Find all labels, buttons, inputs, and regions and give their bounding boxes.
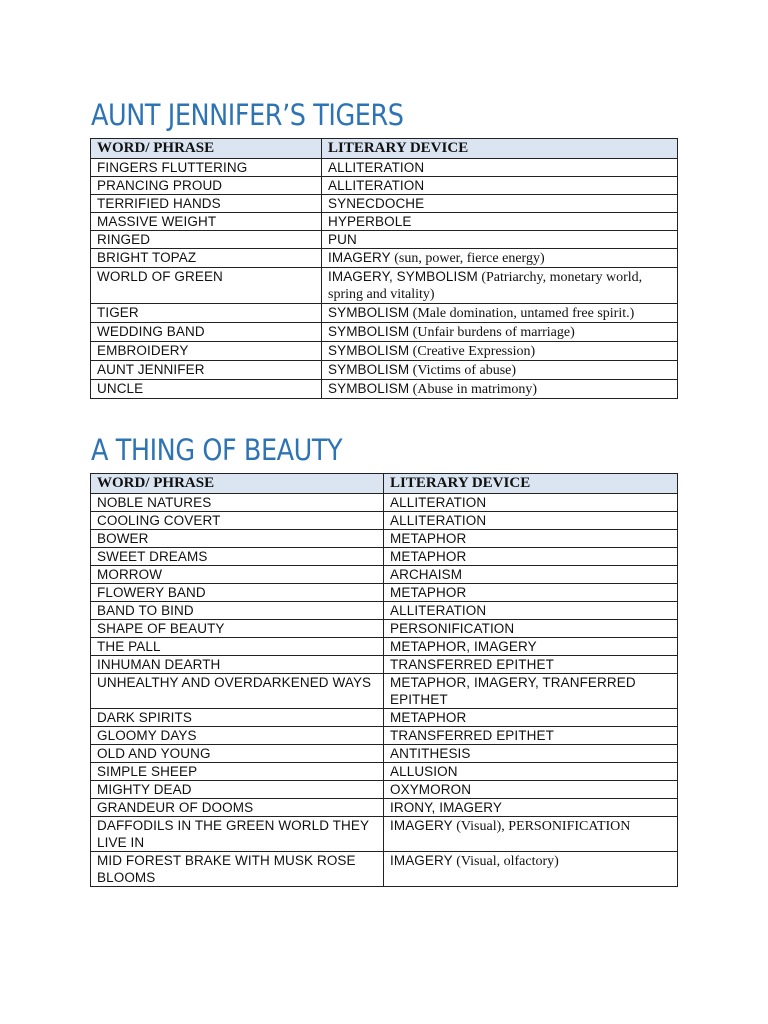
table-row <box>91 763 678 781</box>
word-phrase-cell: TERRIFIED HANDS <box>91 195 322 213</box>
table-row <box>91 213 678 231</box>
table-row <box>91 727 678 745</box>
table-row <box>91 638 678 656</box>
table-row <box>91 268 678 304</box>
table-row <box>91 304 678 323</box>
literary-device-cell: ALLITERATION <box>384 512 678 530</box>
table-row <box>91 566 678 584</box>
literary-device-cell: METAPHOR <box>384 584 678 602</box>
literary-device-cell: SYMBOLISM (Unfair burdens of marriage) <box>322 323 678 342</box>
table-header-row <box>91 474 678 494</box>
table-row <box>91 361 678 380</box>
table-row <box>91 656 678 674</box>
literary-device-cell: METAPHOR <box>384 709 678 727</box>
word-phrase-cell: DAFFODILS IN THE GREEN WORLD THEY LIVE IN <box>91 817 384 852</box>
section-title-a-thing-of-beauty: A THING OF BEAUTY <box>91 433 343 467</box>
literary-device-cell: ALLITERATION <box>384 602 678 620</box>
literary-device-cell: IRONY, IMAGERY <box>384 799 678 817</box>
table-row <box>91 530 678 548</box>
literary-device-cell: ARCHAISM <box>384 566 678 584</box>
word-phrase-cell: FLOWERY BAND <box>91 584 384 602</box>
literary-device-cell: PERSONIFICATION <box>384 620 678 638</box>
word-phrase-cell: SHAPE OF BEAUTY <box>91 620 384 638</box>
literary-device-cell: PUN <box>322 231 678 249</box>
table-row <box>91 709 678 727</box>
word-phrase-cell: BOWER <box>91 530 384 548</box>
table-row <box>91 159 678 177</box>
literary-device-cell: ALLITERATION <box>322 159 678 177</box>
word-phrase-cell: NOBLE NATURES <box>91 494 384 512</box>
table-row <box>91 195 678 213</box>
table-row <box>91 323 678 342</box>
section-title-aunt-jennifers-tigers: AUNT JENNIFER’S TIGERS <box>91 98 404 132</box>
literary-device-cell: IMAGERY (Visual, olfactory) <box>384 852 678 887</box>
literary-device-cell: METAPHOR, IMAGERY <box>384 638 678 656</box>
table-row <box>91 799 678 817</box>
header-literary-device: LITERARY DEVICE <box>322 139 678 159</box>
word-phrase-cell: MASSIVE WEIGHT <box>91 213 322 231</box>
table-row <box>91 781 678 799</box>
word-phrase-cell: MORROW <box>91 566 384 584</box>
table-row <box>91 249 678 268</box>
literary-device-cell: ALLITERATION <box>322 177 678 195</box>
word-phrase-cell: DARK SPIRITS <box>91 709 384 727</box>
table-body <box>91 494 678 887</box>
table-row <box>91 177 678 195</box>
table-row <box>91 494 678 512</box>
literary-device-cell: IMAGERY (sun, power, fierce energy) <box>322 249 678 268</box>
word-phrase-cell: WORLD OF GREEN <box>91 268 322 304</box>
literary-device-cell: ALLUSION <box>384 763 678 781</box>
table-row <box>91 548 678 566</box>
table-row <box>91 852 678 887</box>
word-phrase-cell: INHUMAN DEARTH <box>91 656 384 674</box>
literary-device-cell: ALLITERATION <box>384 494 678 512</box>
word-phrase-cell: UNHEALTHY AND OVERDARKENED WAYS <box>91 674 384 709</box>
word-phrase-cell: GRANDEUR OF DOOMS <box>91 799 384 817</box>
literary-device-cell: METAPHOR, IMAGERY, TRANFERRED EPITHET <box>384 674 678 709</box>
literary-device-cell: METAPHOR <box>384 530 678 548</box>
literary-device-cell: IMAGERY, SYMBOLISM (Patriarchy, monetary world, spring and vitality) <box>322 268 678 304</box>
word-phrase-cell: WEDDING BAND <box>91 323 322 342</box>
table-row <box>91 342 678 361</box>
word-phrase-cell: BRIGHT TOPAZ <box>91 249 322 268</box>
literary-device-cell: OXYMORON <box>384 781 678 799</box>
literary-device-cell: SYNECDOCHE <box>322 195 678 213</box>
header-word-phrase: WORD/ PHRASE <box>91 474 384 494</box>
literary-devices-table-aunt-jennifers-tigers <box>90 138 678 399</box>
word-phrase-cell: BAND TO BIND <box>91 602 384 620</box>
table-row <box>91 745 678 763</box>
literary-device-cell: SYMBOLISM (Victims of abuse) <box>322 361 678 380</box>
word-phrase-cell: MID FOREST BRAKE WITH MUSK ROSE BLOOMS <box>91 852 384 887</box>
literary-device-cell: SYMBOLISM (Male domination, untamed free spirit.) <box>322 304 678 323</box>
word-phrase-cell: SWEET DREAMS <box>91 548 384 566</box>
literary-device-cell: TRANSFERRED EPITHET <box>384 656 678 674</box>
word-phrase-cell: OLD AND YOUNG <box>91 745 384 763</box>
word-phrase-cell: RINGED <box>91 231 322 249</box>
table-row <box>91 674 678 709</box>
literary-device-cell: SYMBOLISM (Abuse in matrimony) <box>322 380 678 399</box>
table-row <box>91 620 678 638</box>
word-phrase-cell: GLOOMY DAYS <box>91 727 384 745</box>
literary-device-cell: IMAGERY (Visual), PERSONIFICATION <box>384 817 678 852</box>
word-phrase-cell: AUNT JENNIFER <box>91 361 322 380</box>
literary-device-cell: HYPERBOLE <box>322 213 678 231</box>
table-row <box>91 584 678 602</box>
table-header-row <box>91 139 678 159</box>
word-phrase-cell: UNCLE <box>91 380 322 399</box>
word-phrase-cell: TIGER <box>91 304 322 323</box>
word-phrase-cell: PRANCING PROUD <box>91 177 322 195</box>
word-phrase-cell: FINGERS FLUTTERING <box>91 159 322 177</box>
literary-device-cell: TRANSFERRED EPITHET <box>384 727 678 745</box>
header-literary-device: LITERARY DEVICE <box>384 474 678 494</box>
literary-device-cell: ANTITHESIS <box>384 745 678 763</box>
table-body <box>91 159 678 399</box>
word-phrase-cell: MIGHTY DEAD <box>91 781 384 799</box>
table-row <box>91 380 678 399</box>
table-row <box>91 231 678 249</box>
header-word-phrase: WORD/ PHRASE <box>91 139 322 159</box>
literary-devices-table-a-thing-of-beauty <box>90 473 678 887</box>
word-phrase-cell: EMBROIDERY <box>91 342 322 361</box>
word-phrase-cell: COOLING COVERT <box>91 512 384 530</box>
table-row <box>91 512 678 530</box>
table-row <box>91 602 678 620</box>
literary-device-cell: METAPHOR <box>384 548 678 566</box>
table-row <box>91 817 678 852</box>
word-phrase-cell: THE PALL <box>91 638 384 656</box>
literary-device-cell: SYMBOLISM (Creative Expression) <box>322 342 678 361</box>
word-phrase-cell: SIMPLE SHEEP <box>91 763 384 781</box>
